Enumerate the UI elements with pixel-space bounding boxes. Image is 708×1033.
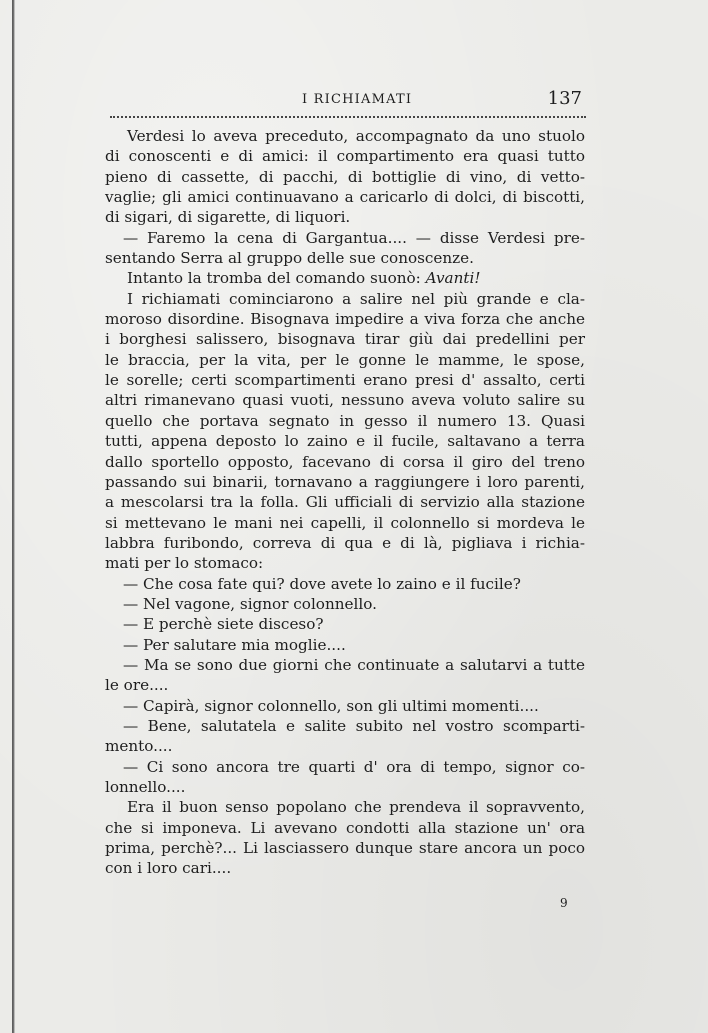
- text-line: — Che cosa fate qui? dove avete lo zaino e il fucile?: [123, 574, 521, 593]
- text-line-part: Intanto la tromba del comando suonò:: [127, 269, 426, 288]
- text-line: passando sui binarii, tornavano a raggiungere i loro parenti,: [105, 472, 585, 491]
- text-line: [105, 268, 585, 288]
- text-line: mati per lo stomaco:: [105, 554, 264, 573]
- text-line: le braccia, per la vita, per le gonne le mamme, le spose,: [105, 350, 585, 369]
- text-line: labbra furibondo, correva di qua e di là, pigliava i richia-: [105, 533, 585, 552]
- running-head: [110, 88, 588, 118]
- italic-exclamation: Avanti!: [425, 269, 481, 288]
- text-line: — E perchè siete disceso?: [123, 615, 324, 634]
- text-line: quello che portava segnato in gesso il numero 13. Quasi: [105, 411, 585, 430]
- text-line: le sorelle; certi scompartimenti erano presi d' assalto, certi: [105, 371, 585, 390]
- text-line: vaglie; gli amici continuavano a caricarlo di dolci, di biscotti,: [105, 188, 585, 207]
- text-line: con i loro cari....: [105, 859, 232, 878]
- text-line: che si imponeva. Li avevano condotti alla stazione un' ora: [105, 818, 585, 837]
- text-line: — Faremo la cena di Gargantua.... — disse Verdesi pre-: [123, 228, 585, 247]
- text-line: tutti, appena deposto lo zaino e il fucile, saltavano a terra: [105, 432, 585, 451]
- binding-edge: [12, 0, 15, 1033]
- text-line: — Ci sono ancora tre quarti d' ora di tempo, signor co-: [123, 757, 585, 776]
- text-line: pieno di cassette, di pacchi, di bottiglie di vino, di vetto-: [105, 167, 585, 186]
- running-title: I RICHIAMATI: [302, 92, 413, 107]
- text-line: — Ma se sono due giorni che continuate a salutarvi a tutte: [123, 655, 585, 674]
- text-line: — Bene, salutatela e salite subito nel vostro scomparti-: [123, 716, 585, 735]
- text-line: dallo sportello opposto, facevano di corsa il giro del treno: [105, 452, 585, 471]
- text-line: Verdesi lo aveva preceduto, accompagnato da uno stuolo: [127, 127, 585, 145]
- text-line: a mescolarsi tra la folla. Gli ufficiali di servizio alla stazione: [105, 493, 585, 512]
- text-line: Era il buon senso popolano che prendeva il sopravvento,: [127, 798, 585, 817]
- text-line: — Per salutare mia moglie....: [123, 635, 346, 654]
- text-line: sentando Serra al gruppo delle sue conoscenze.: [105, 249, 475, 268]
- text-line: prima, perchè?... Li lasciassero dunque stare ancora un poco: [105, 839, 585, 858]
- text-line: — Capirà, signor colonnello, son gli ultimi momenti....: [123, 696, 539, 715]
- text-line: altri rimanevano quasi vuoti, nessuno aveva voluto salire su: [105, 391, 585, 410]
- header-rule: [110, 116, 586, 118]
- text-line: I richiamati cominciarono a salire nel più grande e cla-: [127, 289, 585, 308]
- text-line: di sigari, di sigarette, di liquori.: [105, 208, 351, 227]
- text-line: lonnello....: [105, 778, 186, 796]
- text-line: di conoscenti e di amici: il compartimento era quasi tutto: [105, 147, 585, 166]
- text-line: mento....: [105, 737, 173, 756]
- text-line: i borghesi salissero, bisognava tirar giù dai predellini per: [105, 330, 585, 349]
- text-line: si mettevano le mani nei capelli, il colonnello si mordeva le: [105, 513, 585, 532]
- text-line: — Nel vagone, signor colonnello.: [123, 594, 377, 613]
- text-line: le ore....: [105, 676, 169, 695]
- text-line: moroso disordine. Bisognava impedire a viva forza che anche: [105, 310, 585, 329]
- page-number: 137: [547, 88, 582, 109]
- body-text: [105, 126, 585, 879]
- signature-mark: 9: [560, 896, 568, 910]
